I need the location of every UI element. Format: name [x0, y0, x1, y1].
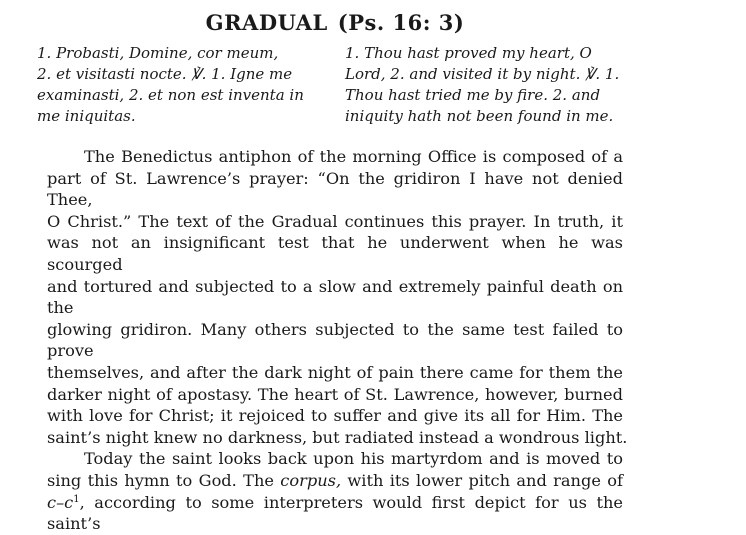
paragraph-line: O Christ.” The text of the Gradual continues this prayer. In truth, it — [47, 211, 623, 231]
heading-citation: (Ps. 16: 3) — [337, 10, 465, 35]
paragraph-line: darker night of apostasy. The heart of St. Lawrence, however, burned — [47, 384, 623, 404]
superscript: 1 — [73, 493, 80, 505]
text-run: with its lower pitch and range of — [341, 470, 623, 490]
paragraph-line: was not an insignificant test that he underwent when he was scourged — [47, 233, 623, 274]
latin-column — [37, 43, 332, 127]
latin-line: 1. Probasti, Domine, cor meum, — [37, 44, 279, 62]
heading-title: GRADUAL — [205, 10, 328, 35]
paragraph-line: Today the saint looks back upon his martyrdom and is moved to — [84, 449, 623, 469]
paragraph-line: themselves, and after the dark night of pain there came for them the — [47, 362, 623, 382]
english-line: Lord, 2. and visited it by night. ℣. 1. — [345, 65, 620, 83]
paragraph-line: saint’s night knew no darkness, but radiated instead a wondrous light. — [47, 427, 628, 447]
english-column — [345, 43, 625, 127]
paragraph-line: part of St. Lawrence’s prayer: “On the gridiron I have not denied Thee, — [47, 168, 623, 210]
text-run: , according to some interpreters would first depict for us the saint’s — [47, 492, 623, 534]
paragraph-line: The Benedictus antiphon of the morning Office is composed of a — [84, 147, 623, 166]
english-line: iniquity hath not been found in me. — [345, 107, 614, 125]
commentary-body — [47, 146, 628, 535]
corpus-term: corpus, — [280, 470, 342, 490]
latin-line: 2. et visitasti nocte. ℣. 1. Igne me — [37, 65, 293, 83]
paragraph-2 — [47, 448, 623, 534]
paragraph-line: with love for Christ; it rejoiced to suffer and give its all for Him. The — [47, 406, 623, 426]
english-line: 1. Thou hast proved my heart, O — [345, 44, 592, 62]
english-line: Thou hast tried me by fire. 2. and — [345, 86, 601, 104]
paragraph-1 — [47, 146, 628, 448]
paragraph-line — [47, 470, 623, 492]
range-term: c–c — [47, 492, 74, 512]
text-run: sing this hymn to God. The — [47, 470, 281, 490]
paragraph-line — [47, 492, 623, 535]
paragraph-line: glowing gridiron. Many others subjected to the same test failed to prove — [47, 319, 623, 361]
gradual-heading — [0, 10, 670, 35]
latin-line: examinasti, 2. et non est inventa in — [37, 86, 304, 104]
paragraph-line: and tortured and subjected to a slow and extremely painful death on the — [47, 276, 623, 318]
latin-line: me iniquitas. — [37, 107, 136, 125]
